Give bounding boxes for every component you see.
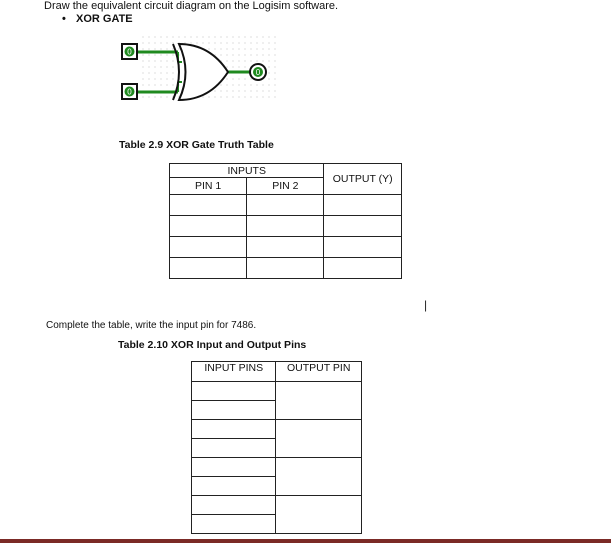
- table-row: [192, 420, 362, 439]
- table-row: [192, 382, 362, 401]
- text-cursor: |: [424, 298, 428, 312]
- table-cell[interactable]: [192, 458, 276, 477]
- table-cell[interactable]: [192, 382, 276, 401]
- pin1-header: PIN 1: [170, 178, 247, 195]
- input-pin-b-value: 0: [127, 87, 132, 97]
- table-cell[interactable]: [170, 258, 247, 279]
- inputs-header: INPUTS: [170, 164, 324, 178]
- pin2-header: PIN 2: [247, 178, 324, 195]
- table-cell[interactable]: [276, 382, 362, 420]
- table-cell[interactable]: [276, 420, 362, 458]
- bullet-marker: •: [62, 13, 66, 25]
- input-pin-a-value: 0: [127, 47, 132, 57]
- output-pin-header: OUTPUT PIN: [276, 362, 362, 382]
- page-bottom-border: [0, 539, 611, 543]
- input-pins-header: INPUT PINS: [192, 362, 276, 382]
- table-cell[interactable]: [192, 515, 276, 534]
- table-cell[interactable]: [192, 496, 276, 515]
- bullet-item: [62, 13, 133, 25]
- table-row: [170, 237, 402, 258]
- table-cell[interactable]: [192, 420, 276, 439]
- output-pin-value: 0: [255, 68, 261, 77]
- table-cell[interactable]: [324, 216, 402, 237]
- table-cell[interactable]: [324, 195, 402, 216]
- table-cell[interactable]: [192, 439, 276, 458]
- table-row: [192, 458, 362, 477]
- table-cell[interactable]: [247, 195, 324, 216]
- table-cell[interactable]: [192, 401, 276, 420]
- table-row: [170, 216, 402, 237]
- xor-truth-table: [169, 163, 402, 279]
- table-row: [170, 195, 402, 216]
- bullet-label: XOR GATE: [76, 13, 133, 25]
- table-cell[interactable]: [324, 258, 402, 279]
- table-cell[interactable]: [192, 477, 276, 496]
- table1-caption: Table 2.9 XOR Gate Truth Table: [119, 139, 274, 151]
- table-row: [192, 496, 362, 515]
- instruction-note: Complete the table, write the input pin for 7486.: [46, 320, 257, 331]
- table-cell[interactable]: [324, 237, 402, 258]
- table-cell[interactable]: [170, 237, 247, 258]
- table-cell[interactable]: [247, 216, 324, 237]
- table-cell[interactable]: [247, 237, 324, 258]
- xor-pins-table: [191, 361, 362, 534]
- table2-caption: Table 2.10 XOR Input and Output Pins: [118, 339, 307, 351]
- output-y-header: OUTPUT (Y): [324, 164, 402, 195]
- table-cell[interactable]: [276, 496, 362, 534]
- table-cell[interactable]: [170, 216, 247, 237]
- table-row: [170, 258, 402, 279]
- table-cell[interactable]: [276, 458, 362, 496]
- instruction-text: Draw the equivalent circuit diagram on the Logisim software.: [44, 0, 339, 12]
- table-cell[interactable]: [170, 195, 247, 216]
- table-cell[interactable]: [247, 258, 324, 279]
- xor-circuit-diagram: [118, 36, 278, 106]
